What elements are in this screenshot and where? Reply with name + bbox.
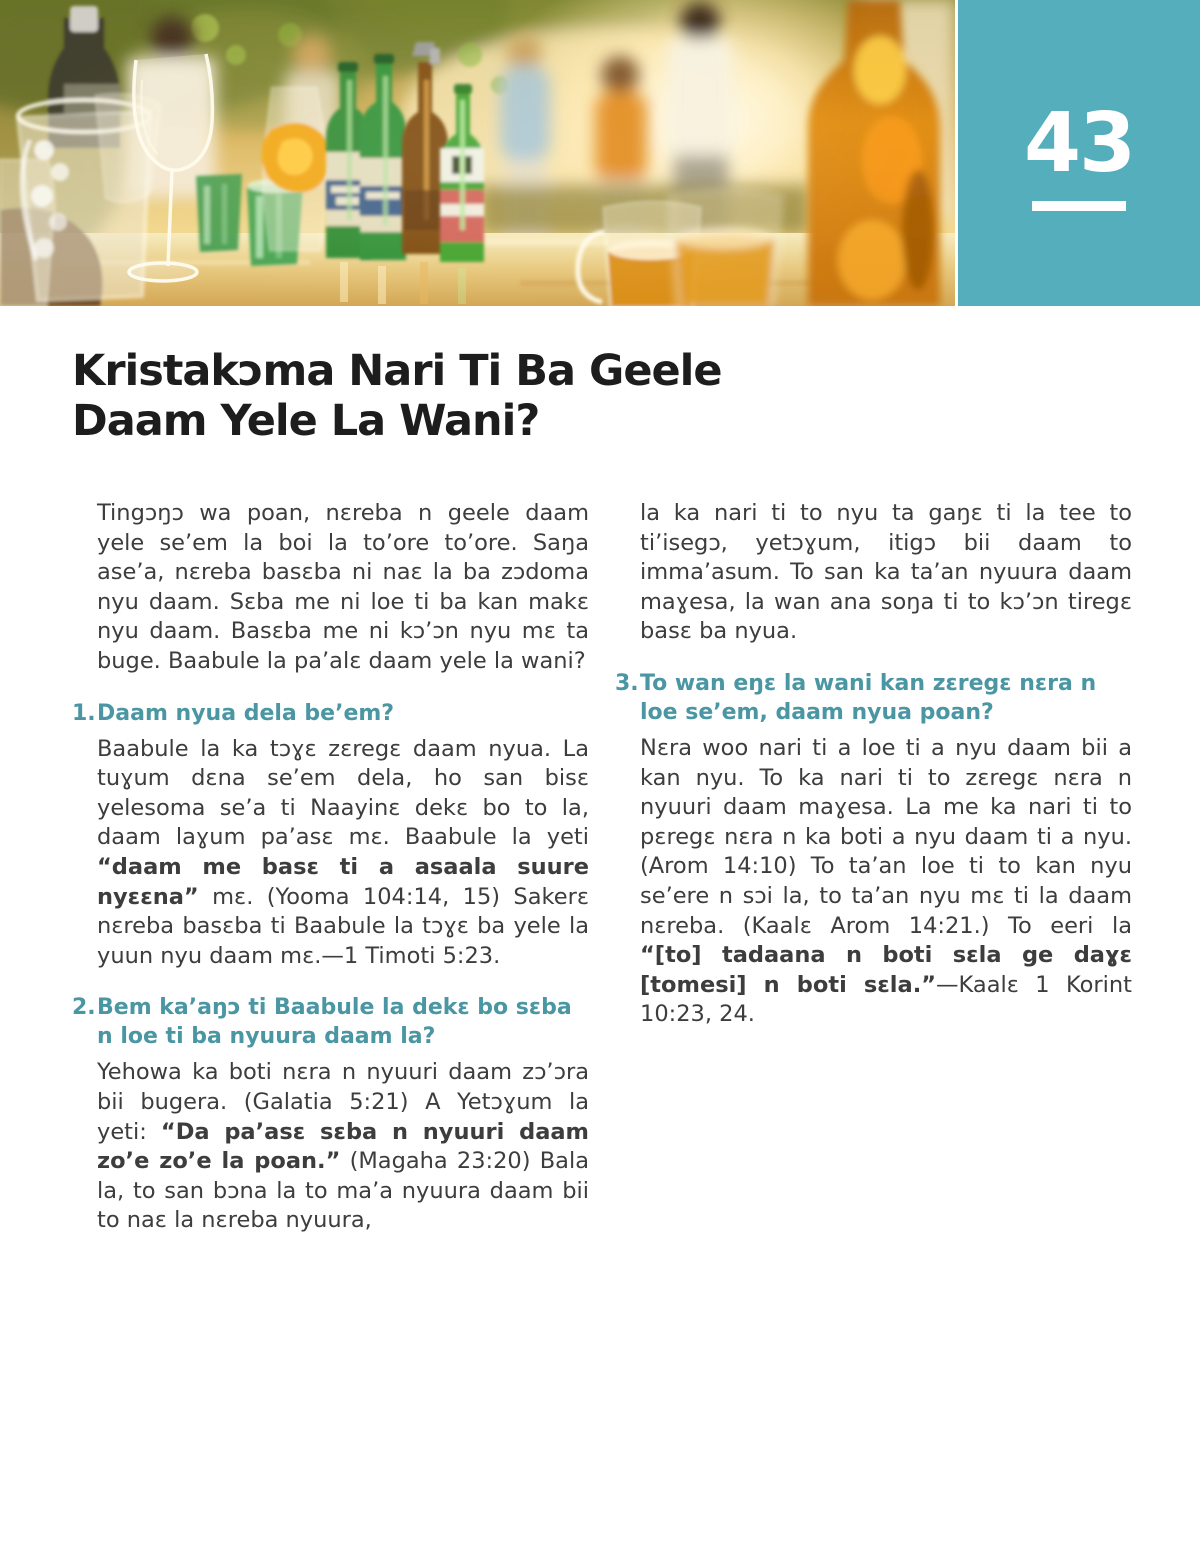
lesson-number: 43 (1023, 96, 1135, 191)
lesson-number-badge (958, 0, 1200, 306)
question-2-heading (72, 993, 589, 1051)
answer-1-paragraph: Baabule la ka tɔɣɛ zɛregɛ daam nyua. La tuɣum dɛna se’em dela, ho san bisɛ yelesoma se’a ti Naayinɛ dekɛ bo to la, daam laɣum pa’asɛ mɛ. Baabule la yeti “daam me basɛ ti a asaala suure nyɛɛna” mɛ. (Yooma 104:14, 15) Sakerɛ nɛreba basɛba ti Baabule la tɔɣɛ ba yele la yuun nyu daam mɛ.—1 Timoti 5:23. (97, 735, 589, 969)
hero-photo (0, 0, 955, 306)
question-2-text: Bem ka’aŋɔ ti Baabule la dekɛ bo sɛba n loe ti ba nyuura daam la? (97, 995, 572, 1050)
question-1-number: 1. (72, 700, 96, 726)
question-3-text: To wan eŋɛ la wani kan zɛregɛ nɛra n loe se’em, daam nyua poan? (640, 670, 1097, 725)
question-1-heading (72, 699, 589, 728)
column-right (615, 499, 1132, 1030)
page-title (72, 346, 972, 446)
column-left (72, 499, 589, 1236)
question-3-number: 3. (615, 670, 639, 696)
page-title-line1: Kristakɔma Nari Ti Ba Geele (72, 346, 722, 396)
question-2-number: 2. (72, 995, 96, 1021)
lesson-number-underline (1032, 201, 1126, 211)
answer-2-paragraph: Yehowa ka boti nɛra n nyuuri daam zɔ’ɔra bii bugera. (Galatia 5:21) A Yetɔɣum la yeti: “Da pa’asɛ sɛba n nyuuri daam zo’e zo’e la poan.” (Magaha 23:20) Bala la, to san bɔna la to ma’a nyuura daam bii to naɛ la nɛreba nyuura, (97, 1059, 590, 1234)
answer-2-continued: la ka nari ti to nyu ta gaŋɛ ti la tee to ti’isegɔ, yetɔɣum, itigɔ bii daam to imma’asum. To san ka ta’an nyuura daam maɣesa, la wan ana soŋa ti to kɔ’ɔn tiregɛ basɛ ba nyua. (640, 500, 1132, 645)
answer-3-paragraph: Nɛra woo nari ti a loe ti a nyu daam bii a kan nyu. To ka nari ti to zɛregɛ nɛra n nyuuri daam maɣesa. La me ka nari ti to pɛregɛ nɛra n ka boti a nyu daam ti a nyu. (Arom 14:10) To ta’an loe ti to kan nyu se’ere n sɔi la, to ta’an nyu mɛ ti la daam nɛreba. (Kaalɛ Arom 14:21.) To eeri la “[to] tadaana n boti sɛla ge daɣɛ [tomesi] n boti sɛla.”—Kaalɛ 1 Korint 10:23, 24. (640, 734, 1132, 1028)
hero-photo-illustration (0, 0, 955, 306)
question-1-text: Daam nyua dela be’em? (97, 700, 395, 726)
question-3-heading (615, 669, 1132, 727)
intro-paragraph: Tingɔŋɔ wa poan, nɛreba n geele daam yele se’em la boi la to’ore to’ore. Saŋa ase’a, nɛreba basɛba ni naɛ la ba zɔdoma nyu daam. Sɛba me ni loe ti ba kan makɛ nyu daam. Basɛba me ni kɔ’ɔn nyu mɛ ta buge. Baabule la pa’alɛ daam yele la wani? (97, 500, 589, 674)
page-title-line2: Daam Yele La Wani? (72, 396, 540, 446)
